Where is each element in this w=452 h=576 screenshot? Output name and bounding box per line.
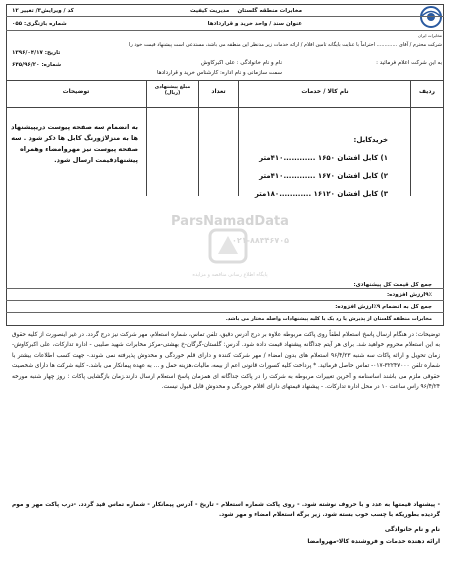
watermark-subtitle: پایگاه اطلاع رسانی مناقصه و مزایده (192, 272, 268, 278)
sender-line: به این شرکت اعلام فرمائید : (376, 60, 442, 66)
divider (6, 312, 444, 313)
notes-paragraph: توضیحات: در هنگام ارسال پاسخ استعلام لطفاً روی پاکت مربوطه علاوه بر درج آدرس دقیق، تلفن تماس، شماره استعلام، مهر شرکت نیز درج گردد. در غیر اینصورت از کلیه حقوق به این استعلام محروم خواهید شد. برای هر آیتم جداگانه پیشنهاد قیمت داده شود. آدرس: گلستان-گرگان-خ بهشتی-مرکز مخابرات شهید صلیبی - اداره تدارکات، علی اکبرکاوش-زمان تحویل و ارائه پاکات سه شنبه ۹۶/۴/۲۳ استعلام های بدون امضاء / مهر شرکت کننده و دارای قلم خوردگی و مخدوش پذیرفته نمی شوند.- جهت کسب اطلاعات بیشتر با شماره تلفن ۳۲۲۴۷۰۰۰-۰۱۷- تماس حاصل فرمائید. * پرداخت کلیه کسورات قانونی اعم از بیمه، مالیات،هزینه حمل و ... به عهده پیمانکار می باشد.- کلیه شرکت ها دارای شخصیت حقوقی ملزم می باشند اساسنامه و آخرین تغییرات مربوطه به شرکت را در پاکت جداگانه ای همزمان پاسخ استعلام ارسال دارند.زمان بازگشایی پاکات : روز چهار شنبه مورخه ۹۶/۴/۲۴ راس ساعت ۱۰ در محل اداره تدارکات. - پیشنهاد قیمتهای دارای اقلام خوردگی و مخدوش قابل قبول نیست. (12, 332, 440, 391)
total-label: جمع کل قیمت کل پیشنهادی: (353, 282, 432, 288)
watermark-logo (206, 226, 250, 266)
company-logo (416, 4, 446, 32)
description-text: به انضمام سه صفحه پیوست دریپیشنهاد ها به منزلاژورنگ کابل ها ذکر شود . سه صفحه پیوست نیز مهروامضاء وهمراه پیشنهادقیمت ارسال شود. (11, 123, 138, 164)
watermark-phone: ۰۲۱-۸۸۳۴۶۷۰۵ (232, 236, 290, 245)
contact-name: نام و نام خانوادگی : علی اکبرکاوش (200, 60, 282, 66)
vat-label: ۹٪ارزش افزوده: (386, 292, 432, 298)
header-quantity: تعداد (211, 88, 226, 95)
letter-number: شماره: ۶۴۵/۹۶/۲۰ (12, 62, 62, 68)
form-title: عنوان سند / واحد خرید و قراردادها (207, 21, 302, 27)
items-heading: خریدکابل: (353, 136, 388, 144)
signature-role: ارائه دهنده خدمات و فروشنده کالا-مهروامضا (307, 538, 440, 545)
logo-caption: مخابرات ایران (418, 33, 442, 38)
header-description: توضیحات (62, 88, 90, 95)
recipient-line: شرکت محترم / آقای ............. احتراماً با عنایت بایگانه تامین اقلام / ارائه خدمات زیر مدنظر این منطقه می باشد، مستدعی است پیشنهاد قیمت خود را (128, 42, 442, 48)
item-line: ۳) کابل افشان ۱۶۱۲۰ ............۱۸۰متر (254, 190, 388, 198)
quality-dept: مدیریت کیفیت (190, 8, 230, 14)
grand-total-label: جمع کل به انضمام ۹٪ارزش افزوده: (335, 304, 432, 310)
item-line: ۱) کابل افشان ۱۶۵۰ ............۴۱۰متر (259, 154, 388, 162)
column-divider (198, 80, 199, 196)
doc-code: کد / ویرایش۳/ تغییر ۱۲ (12, 8, 74, 14)
notes-paragraph-2: - پیشنهاد قیمتها به عدد و با حروف نوشته شود. - روی پاکت شماره استعلام - تاریخ - آدرس پیمانکار - شماره تماس قید گردد. -درب پاکت مهر و موم گردیده بطوریکه با چسب خوب بسته شود. زیر برگه استعلام امضاء و مهر شود. (12, 502, 440, 519)
divider (6, 288, 444, 289)
signature-name: نام و نام خانوادگی (384, 526, 440, 533)
divider (6, 300, 444, 301)
letter-date: تاریخ: ۱۳۹۶/۰۴/۱۷ (12, 50, 61, 56)
divider (6, 30, 444, 31)
footer-disclaimer: مخابرات منطقه گلستان از پذیرش یا رد یک یا کلیه پیشنهادات واصله مختار می باشد. (225, 316, 432, 322)
header-row-number: ردیف (419, 88, 435, 95)
contact-unit: سمت سازمانی و نام اداره: کارشناس خرید و قراردادها (157, 70, 282, 76)
column-divider (410, 80, 411, 196)
divider (6, 16, 444, 17)
header-price: مبلغ پیشنهادی (ریال) (154, 84, 191, 96)
item-line: ۲) کابل افشان ۱۶۷۰ ............۴۱۰متر (259, 172, 388, 180)
watermark-title: ParsNamadData (171, 214, 289, 229)
header-item-name: نام کالا / خدمات (301, 88, 349, 95)
column-divider (238, 80, 239, 196)
column-divider (146, 80, 147, 196)
revision-number: شماره بازنگری: ۰۵۵ (12, 21, 67, 27)
company-name: مخابرات منطقه گلستان (237, 8, 302, 14)
